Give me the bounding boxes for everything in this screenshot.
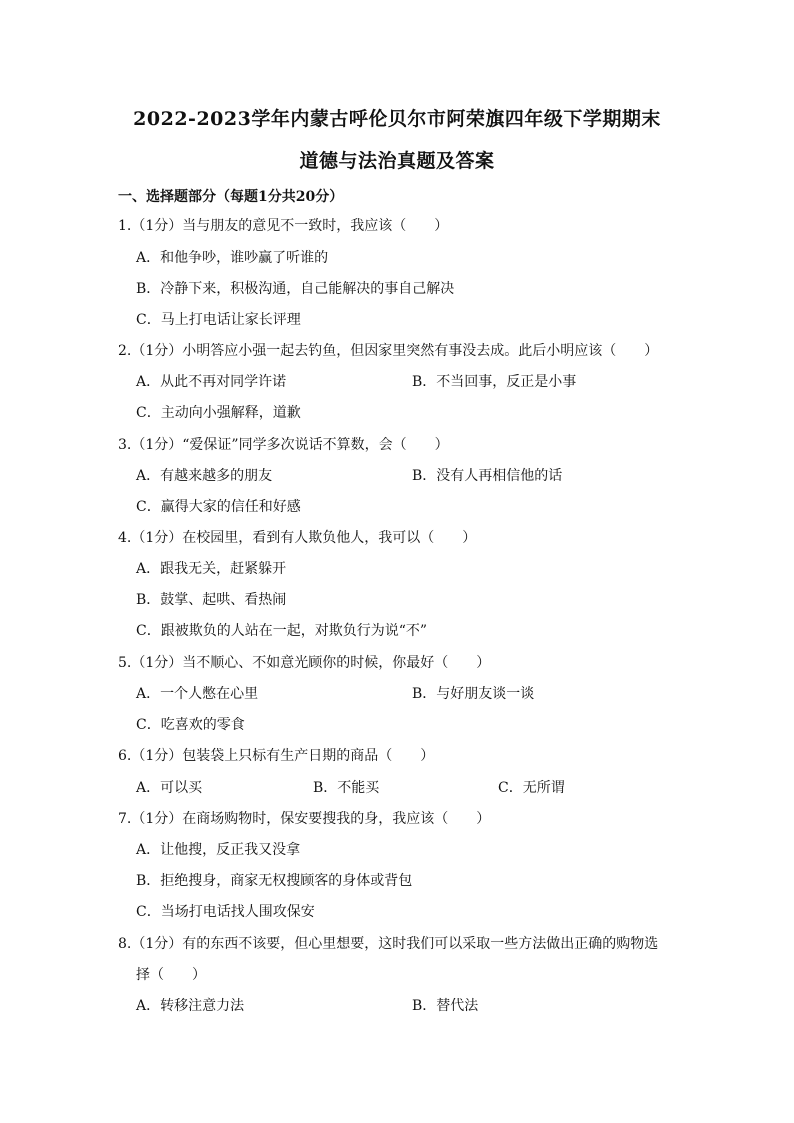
question-1-option-c: C．马上打电话让家长评理 <box>136 312 301 328</box>
question-1-stem: 1.（1分）当与朋友的意见不一致时，我应该（ ） <box>118 218 449 234</box>
question-1-option-a: A．和他争吵，谁吵赢了听谁的 <box>136 250 329 266</box>
question-6-option-a: A．可以买 <box>136 780 203 796</box>
question-4-option-a: A．跟我无关，赶紧躲开 <box>136 561 287 577</box>
document-title-line-1: 2022-2023学年内蒙古呼伦贝尔市阿荣旗四年级下学期期末 <box>133 108 661 130</box>
question-7-option-a: A．让他搜，反正我又没拿 <box>136 842 301 858</box>
question-6-stem: 6.（1分）包装袋上只标有生产日期的商品（ ） <box>118 748 435 764</box>
question-8-option-a: A．转移注意力法 <box>136 998 245 1014</box>
question-3-option-c: C．赢得大家的信任和好感 <box>136 499 301 515</box>
question-7-stem: 7.（1分）在商场购物时，保安要搜我的身，我应该（ ） <box>118 811 491 827</box>
question-8-stem: 8.（1分）有的东西不该要，但心里想要，这时我们可以采取一些方法做出正确的购物选 <box>118 936 659 952</box>
question-8-stem-continued: 择（ ） <box>136 967 206 983</box>
question-2-stem: 2.（1分）小明答应小强一起去钓鱼，但因家里突然有事没去成。此后小明应该（ ） <box>118 343 659 359</box>
question-6-option-b: B．不能买 <box>313 780 380 796</box>
question-4-option-b: B．鼓掌、起哄、看热闹 <box>136 592 287 608</box>
question-8-option-b: B．替代法 <box>412 998 479 1014</box>
question-4-stem: 4.（1分）在校园里，看到有人欺负他人，我可以（ ） <box>118 530 477 546</box>
question-5-stem: 5.（1分）当不顺心、不如意光顾你的时候，你最好（ ） <box>118 655 491 671</box>
question-3-option-a: A．有越来越多的朋友 <box>136 468 273 484</box>
section-heading: 一、选择题部分（每题1分共20分） <box>118 189 344 205</box>
question-5-option-b: B．与好朋友谈一谈 <box>412 686 535 702</box>
question-6-option-c: C．无所谓 <box>498 780 565 796</box>
question-7-option-b: B．拒绝搜身，商家无权搜顾客的身体或背包 <box>136 873 413 889</box>
question-5-option-a: A．一个人憋在心里 <box>136 686 259 702</box>
document-title-line-2: 道德与法治真题及答案 <box>299 150 495 172</box>
question-2-option-b: B．不当回事，反正是小事 <box>412 374 577 390</box>
question-3-option-b: B．没有人再相信他的话 <box>412 468 563 484</box>
question-3-stem: 3.（1分）“爱保证”同学多次说话不算数，会（ ） <box>118 437 449 453</box>
question-2-option-c: C．主动向小强解释，道歉 <box>136 405 301 421</box>
question-5-option-c: C．吃喜欢的零食 <box>136 717 245 733</box>
question-1-option-b: B．冷静下来，积极沟通，自己能解决的事自己解决 <box>136 281 455 297</box>
question-2-option-a: A．从此不再对同学许诺 <box>136 374 287 390</box>
question-4-option-c: C．跟被欺负的人站在一起，对欺负行为说“不” <box>136 623 428 639</box>
question-7-option-c: C．当场打电话找人围攻保安 <box>136 904 315 920</box>
